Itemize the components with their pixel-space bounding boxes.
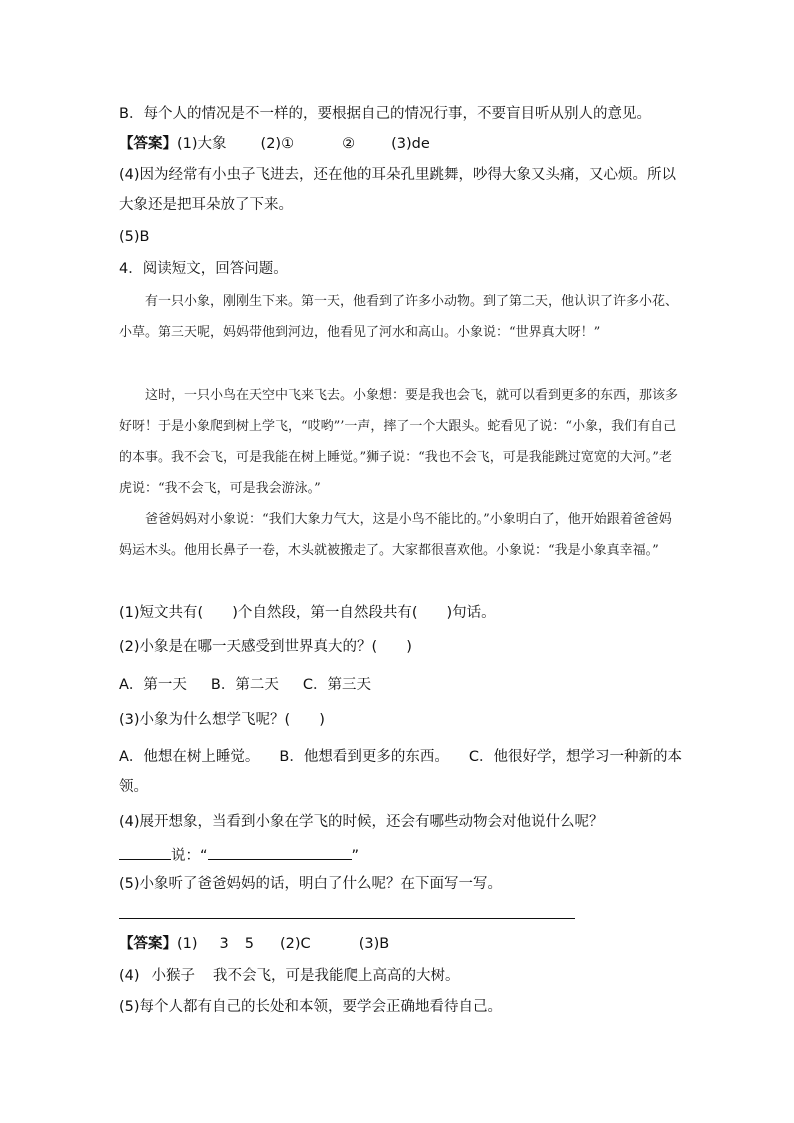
answer-4-speech: 我不会飞，可是我能爬上高高的大树。 bbox=[213, 968, 460, 984]
q4-answer-4 bbox=[119, 966, 460, 986]
passage-paragraph-2: 这时，一只小鸟在天空中飞来飞去。小象想：要是我也会飞，就可以看到更多的东西，那该多好呀！于是小象爬到树上学飞，“哎哟”’一声，摔了一个大跟头。蛇看见了说：“小象，我们有自己的本事。我不会飞，可是我能在树上睡觉。”狮子说：“我也不会飞，可是我能跳过宽宽的大河。”老虎说：“我不会飞，可是我会游泳。” bbox=[119, 388, 679, 496]
answer-tag: 【答案】 bbox=[119, 936, 177, 952]
answer-tag: 【答案】 bbox=[119, 136, 177, 152]
passage-paragraph-3: 爸爸妈妈对小象说：“我们大象力气大，这是小鸟不能比的。”小象明白了，他开始跟着爸爸妈妈运木头。他用长鼻子一卷，木头就被搬走了。大家都很喜欢他。小象说：“我是小象真幸福。” bbox=[119, 512, 672, 558]
option-b-text: B．每个人的情况是不一样的，要根据自己的情况行事，不要盲目听从别人的意见。 bbox=[119, 106, 651, 122]
question-4-4: (4)展开想象，当看到小象在学飞的时候，还会有哪些动物会对他说什么呢？ bbox=[119, 814, 604, 830]
speech-blank[interactable] bbox=[208, 843, 352, 860]
answer-part-1: (1)大象 bbox=[177, 136, 227, 152]
question-4-3: (3)小象为什么想学飞呢？( ) bbox=[119, 712, 325, 728]
prev-answer-line bbox=[119, 134, 430, 154]
answer-part-4: (3)de bbox=[391, 136, 430, 152]
option-b: B．第二天 bbox=[210, 677, 279, 693]
question-4-title: 4．阅读短文，回答问题。 bbox=[119, 261, 288, 277]
answer-4-animal: 小猴子 bbox=[151, 968, 196, 984]
q4-answer-line bbox=[119, 934, 389, 954]
q4-answer-5: (5)每个人都有自己的长处和本领，要学会正确地看待自己。 bbox=[119, 999, 503, 1015]
option-a: A．第一天 bbox=[119, 677, 187, 693]
question-4-3-options-cont: 领。 bbox=[119, 779, 148, 795]
answer-value-5: 5 bbox=[244, 936, 255, 952]
answer-part-2: (2)① bbox=[260, 136, 295, 152]
option-c: C．第三天 bbox=[302, 677, 371, 693]
prev-answer-4: (4)因为经常有小虫子飞进去，还在他的耳朵孔里跳舞，吵得大象又头痛，又心烦。所以 bbox=[119, 167, 677, 183]
answer-value-3: 3 bbox=[219, 936, 229, 952]
question-4-4-fill bbox=[119, 843, 359, 866]
answer-part-3: (3)B bbox=[358, 936, 390, 952]
quote-end: ” bbox=[351, 848, 360, 864]
answer-part-1: (1) bbox=[177, 936, 198, 952]
answer-part-2: (2)C bbox=[280, 936, 311, 952]
option-a: A．他想在树上睡觉。 bbox=[119, 749, 260, 765]
passage-paragraph-1: 有一只小象，刚刚生下来。第一天，他看到了许多小动物。到了第二天，他认识了许多小花、小草。第三天呢，妈妈带他到河边，他看见了河水和高山。小象说：“世界真大呀！” bbox=[119, 294, 679, 340]
answer-4-label: (4) bbox=[119, 968, 140, 984]
answer-writing-line[interactable] bbox=[119, 918, 575, 919]
question-4-3-options bbox=[119, 747, 682, 767]
prev-answer-5: (5)B bbox=[119, 229, 150, 245]
question-4-2: (2)小象是在哪一天感受到世界真大的？( ) bbox=[119, 639, 412, 655]
animal-blank[interactable] bbox=[119, 843, 171, 860]
question-4-5: (5)小象听了爸爸妈妈的话，明白了什么呢？在下面写一写。 bbox=[119, 876, 503, 892]
question-4-2-options bbox=[119, 675, 371, 695]
option-c: C．他很好学，想学习一种新的本 bbox=[468, 749, 682, 765]
say-label: 说：“ bbox=[171, 848, 208, 864]
question-4-1: (1)短文共有( )个自然段，第一自然段共有( )句话。 bbox=[119, 605, 496, 621]
answer-part-3: ② bbox=[342, 136, 356, 152]
option-b: B．他想看到更多的东西。 bbox=[279, 749, 449, 765]
prev-answer-4-cont: 大象还是把耳朵放了下来。 bbox=[119, 197, 293, 213]
